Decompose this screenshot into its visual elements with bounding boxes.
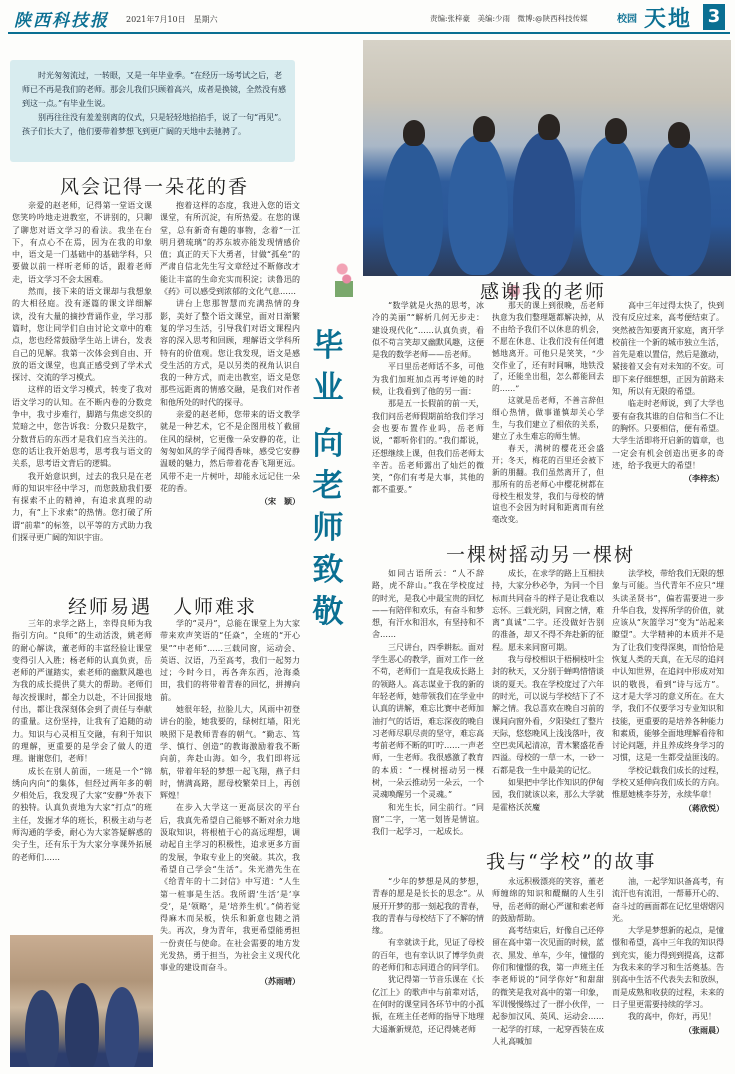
paragraph: 这就是岳老师，不善言辞但细心热情，做事谨慎却关心学生，与我们建立了相依的关系，建立了永生难忘的师生情。 — [492, 396, 604, 441]
article-column — [492, 876, 604, 1068]
paragraph: 亲爱的赵老师，记得第一堂语文课您笑吟吟地走进教室，不讲别的，只聊了聊您对语文学习的看法。我坐在台下，有点心不在焉，因为在我的印象中，语文是一门基础中的基础学科，只要做以前一样听老师的话，跟着老师走，语文学习不会太困难。 — [12, 201, 152, 284]
paragraph: 大学是梦想新的起点，是憧憬和希望，高中三年我的知识得到充实，能力得到到提高，这都为我未来的学习和生活奠基。告别高中生活不代表失去和放纵，而是成熟和收获的过程，未来的日子里更需要持续的学习。 — [612, 926, 724, 1009]
paragraph: 有幸就读于此，见证了母校的百年，也有幸认识了博学负责的老师们和志同道合的同学们。 — [372, 938, 484, 973]
signature: （张雨晨） — [684, 1024, 724, 1035]
article-column — [492, 300, 604, 530]
paragraph: 这样的语文学习模式，转变了我对语文学习的认知。在不断内卷的分数竞争中，我寸步难行，脚踏与焦虑交织的荒暗之中，您告诉我：分数只是数字，分数背后的东西才是我们应当关注的。您的话让我开始思考，思考我与语文的关系，思考语文背后的逻辑。 — [12, 385, 152, 469]
paragraph: 亲爱的赵老师，您带来的语文教学就是一种艺术，它不是企图用枝丫截留住风的绿树，它更像一朵安静的花，让匆匆如风的学子闻得香味，感受它安静温暖的魅力，然后带着花香飞翔更远。风带不走一片树叶，却能永远记住一朵花的香。 — [160, 410, 300, 493]
paragraph: 成长在别人前面，一班是一个“锦绣向内向”的集体，但经过两年多的朝夕相处后，我发现了大家“安静”外表下的独特。认真负责地为大家“打点”的班主任，发掘才华的班长，积极主动与老师沟通的学委，耐心为大家答疑解惑的尖子生，还有乐于为大家分享课外拓展的老师们…… — [12, 766, 152, 862]
paragraph: 法学校，带给我们无限的想象与可能。当代青年不应只“埋头读圣贤书”，偏若需要进一步升华自我，发挥所学的价值，就应该从“灰篮学习”变为“站起来瞭望”。大学精神的本质并不是为了让我们变得深奥，而恰恰是恢复人类的天真，在无尽的追问中认知世界，在追问中形成对知识的敬畏，看到“诗与远方”。这才是大学习的意义所在。在大学，我们不仅要学习专业知识和技能，更重要的是培养各种能力和素质，能够全面地理解看待和讨论问题，并且养成终身学习的习惯，这是一生都受益匪浅的。 — [612, 569, 724, 763]
section-label-big: 天地 — [644, 6, 693, 32]
signature: （蒋欣悦） — [684, 802, 724, 813]
issue-date: 2021年7月10日 星期六 — [126, 15, 218, 24]
article-column — [612, 300, 724, 530]
paragraph: 三尺讲台，四季耕耘。面对学生恶心的教学，面对工作一丝不苟，老师们一直是我成长路上的领路人。高志谋业于我的新的年轻老师，她带领我们在学业中认真的讲解，难忘比赛中老师加油打气的话语，难忘深夜的晚自习老师尽职尽责的坚守，难忘高考前老师不断的叮咛……一声老师，一生老师。我很感激了教育的本质：“一棵树摇动另一棵树，一朵云推动另一朵云，一个灵魂唤醒另一个灵魂。” — [372, 642, 484, 800]
section-label-small: 校园 — [617, 14, 637, 25]
flower-illustration — [335, 257, 353, 297]
article-column — [612, 876, 724, 1068]
paragraph: 学的“灵丹”，总能在课堂上为大家带来欢声笑语的“任焱”，全班的“开心果”“中老师”……三载同窗，运动会、英语、汉语，乃至高考，我们一起努力过；今时今日，再各奔东西，沧海桑田，我们的将带着青春的回忆，拼搏向前。 — [160, 619, 300, 702]
article-title: 感谢我的老师 — [480, 281, 607, 303]
paragraph: 如果把中学比作知识的伊甸园，我们就该以来，那么大学就是霍格沃茨魔 — [492, 778, 604, 812]
paragraph: “少年的梦想是风的梦想，青春的愿是是长长的思念”。从展开开梦的那一刻起我的青春，我的青春与母校结下了不解的情缘。 — [372, 877, 484, 936]
article-column — [492, 568, 604, 838]
vertical-title-char: 业 — [312, 370, 344, 406]
paragraph: 临走时老师说，到了大学也要有奋我其谁的自信和当仁不让的胸怀。只要相信，便有希望。大学生活即将开启新的篇章，也一定会有机会创造出更多的奇迹，给予我更大的希望！ — [612, 399, 724, 470]
paragraph: 三年的求学之路上，幸得良师为我指引方向。“良师”的生动活泼，姚老师的耐心解读，董老师的丰富经验让课堂变得引人入胜；杨老师的认真负责，岳老师的严谨踏实，索老师的幽默风趣也为我的成长提供了莫大的帮助。老师们每次授课时，都全力以赴，不计回报地付出，都让我深刻体会到了责任与奉献的重量。这份坚持，让我有了追随的动力。知识与心灵相互交融，有利于知识的理解，更重要的是学会了做人的道理。谢谢您们，老师！ — [12, 619, 152, 764]
paragraph: 讲台上您那智慧而充满热情的身影，美好了整个语文课堂，面对日渐繁复的学习生活，引导我们对语文课程内容的深入思考和回顾，理解语文学科所特有的价值观。您让我发现，语文是感受生活的方式，是以另类的视角认识自我的一种方式，而走出教室，语文是您那些远距离的情感交融，是我们对作者和他所处的时代的探寻。 — [160, 299, 300, 407]
paragraph: 我开始意识到，过去的我只是在老师的知识牢径中学习，而您鼓励我们要有探索不止的精神，有追求真理的动力，有“上下求索”的热情。您打破了所谓“前辈”的标签，以平等的方式助力我们探寻更广阔的知识宇宙。 — [12, 471, 152, 543]
paragraph: 永远积极漂亮的笑容，董老师缠绵的知识和醍醐的人生引导，岳老师的耐心严谨和索老师的鼓励帮助。 — [492, 877, 604, 923]
paragraph: 犹记得第一节音乐课在《长亿江上》的歌声中与前辈对话，在何时的课堂同各环节中的小孤振，在班主任老师的指导下地理大遥漸新规范，还记得姚老师 — [372, 975, 484, 1034]
class-group-photo — [363, 40, 731, 276]
paragraph: “数学就是火热的思考，冰冷的美丽”“解析几何无步走：建设现代化”……认真负责，看似不苟言笑却又幽默风趣，这便是我的数学老师——岳老师。 — [372, 301, 484, 360]
paragraph: 学校记载我们成长的过程，学校又延伸向我们成长的方向。惟愿她桃李芬芳，永续华章！ — [612, 765, 724, 800]
signature: （宋 颖） — [260, 496, 300, 507]
article-title: 我与“学校”的故事 — [486, 851, 657, 873]
page-number-badge: 3 — [703, 4, 725, 30]
article-title: 一棵树摇动另一棵树 — [446, 544, 636, 566]
paragraph: 春天，满树的樱花还会盛开；冬天，梅花的百里还会被下新的朋翻。我们虽然离开了，但那所有的岳老师心中樱花树都在母校生根发芽，我们与母校的情谊也不会因为时间和距离而有丝毫改变。 — [492, 443, 604, 525]
signature: （苏雨晴） — [260, 975, 300, 986]
vertical-title-char: 敬 — [312, 594, 344, 630]
paragraph: 抱着这样的态度，我进入您的语文课堂，有所沉淀，有所热爱。在您的课堂，总有新奇有趣的事物，念着“一江明月碧琉璃”的苏东坡亦能发现情感价值；真正的天下大勇者，甘做“孤垒”的严肃自信北先生写文章经过不断修改才能让丰富的生命充实而积淀；读鲁迅的《药》可以感受到浓郁的文化气息…… — [160, 201, 300, 297]
article-column — [160, 200, 300, 570]
intro-paragraph: 时光匆匆流过，一转眼，又是一年毕业季。“在经历一场考试之后，老师已不再是我们的老师。那会儿我们只顾着高兴，成者是换镜，全然没有感到这一点。”有毕业生说。 — [22, 71, 286, 108]
newspaper-title: 陕西科技报 — [14, 11, 109, 31]
paragraph: 如同古语所云：“人不辞路，虎不辞山。”我在学校度过的时光，是我心中最宝贵的回忆——有陪伴和欢乐，有奋斗和梦想，有汗水和泪水，有坚持和不舍…… — [372, 569, 484, 640]
paragraph: 成长，在求学的路上互相扶持，大家分秒必争，为同一个目标而共同奋斗的样子是让我难以忘怀。三载光阴，同窗之情，难离“真诚”二字。还没做好告别的准备，却又不得不奔赴新的征程。愿未来同窗可期。 — [492, 569, 604, 652]
paragraph: 我的高中，你好，再见！ — [628, 1012, 716, 1022]
vertical-title-char: 致 — [312, 552, 344, 588]
paragraph: 在步入大学这一更高层次的平台后，我真先希望自己能够不断对余力地汲取知识，将根植于心的高远理想，调动起自主学习的积极性，追求更多方面的发展，争取专业上的突破。其次，我希望自己学会“生活”。朱光潜先生在《给青年的十二封信》中写道：“人生第一桩事是生活。我所谓‘生活’是‘享受’，是‘领略’，是‘培养生机’。”倘若觉得麻木而呆板，快乐和新意也随之消失。再次，身为青年，我更希望能勇担一份责任与使命。在社会需要的地方发光发热，勇于担当，为社会主义现代化事业的建设而奋斗。 — [160, 803, 300, 973]
paragraph: 高中三年过得太快了，快到没有反应过来，高考便结束了。突然被告知要离开家庭，离开学校前往一个新的城市独立生活，首先是难以置信，然后是激动，紧接着又会有对未知的不安。可即下来仔细想想，正因为前路未知，所以有无限的希望。 — [612, 301, 724, 397]
paragraph: 那是五一长假前的前一天，我们问岳老师假期前给我们学习会也要布置作业吗，岳老师说，“都听你们的。”我们都说，还想继续上课，但我们岳老师太辛苦。岳老师露出了灿烂的微笑，“你们有考是大事，其他的都不重要。” — [372, 399, 484, 495]
article-column — [372, 876, 484, 1068]
paragraph: 那天的课上到很晚，岳老师执意为我们整理题都解决掉，从不由给予我们不以休息的机会，不愿在休息、让我们没有任何遗憾地离开。可他只是笑笑，“少交作业了，还有时间嘛，地铁没了，还能坐出租，怎么都能回去的……” — [492, 301, 604, 394]
article-title: 风会记得一朵花的香 — [60, 176, 250, 198]
paragraph: 和光生长，同尘前行。“同窗”二字，一笔一划皆是情谊。我们一起学习，一起成长。 — [372, 802, 484, 837]
paragraph: 她很年轻，拉脸儿大，风雨中初登讲台的脸，她我要的，绿树红墙，阳光映照下是教师青春的朝气。“勤志、笃学、慎行、创造”的教诲激励着我不断向前，奔赴山海。如今，我们即将远航，带着年轻的梦想一起飞翔，燕子归时，情满高路，愿母校繁荣日上，再创辉煌！ — [160, 705, 300, 801]
article-column — [12, 618, 152, 933]
vertical-title-char: 师 — [312, 510, 344, 546]
article-column — [160, 618, 300, 1068]
graduation-photo — [10, 935, 153, 1067]
signature: （李梓杰） — [684, 473, 724, 484]
header-rule — [8, 32, 730, 34]
vertical-title-char: 向 — [312, 426, 344, 462]
paragraph: 我与母校相识于梧桐枝叶尘封的秋天，又分别于蝉鸣惜惜谈谈的夏天。我在学校度过了六年的时光，可以说与学校结下了不解之情。我总喜欢在晚自习前的课间向窗外看，夕阳染红了整片天际，悠悠晚风上浅浅落叶，夜空巴卖风起清凉，青木繁盛花香四溢。母校的一草一木，一砂一石都是我一生中最美的记忆。 — [492, 655, 604, 775]
article-column — [612, 568, 724, 838]
vertical-title-char: 毕 — [312, 328, 344, 364]
intro-text — [22, 69, 287, 139]
paragraph: 然而，接下来的语文课却与我想象的大相径庭。没有逐篇的课文详细解读，没有大量的摘抄背诵作业，学习那篇时，您让同学们自由讨论文章中的难点，您也经常鼓励学生站上讲台，发表自己的见解。我第一次体会到自由、开放的语文课堂，也真正感受到了学术式探讨、交流的学习模式。 — [12, 287, 152, 383]
article-column — [372, 568, 484, 838]
paragraph: 高考结束后，好像自己还停留在高中第一次见面的时候，蓝衣、黑发、单车，少年，憧憬的你们和憧憬的我，第一声班主任李老师说的“同学你好”和甜甜的微笑是我对高中的第一印象，军训慢慢练过了一群小伙伴，一起参加汉风、英风、运动会……一起学的打球，一起穿西装在成人礼高喊加 — [492, 926, 604, 1046]
article-column — [372, 300, 484, 530]
paragraph: 平日里岳老师话不多，可他为我们加班加点再考评她的时候，让我看到了他的另一面： — [372, 362, 484, 397]
editor-credits: 责编:张梓豪 美编:少雨 微博:@陕西科技传媒 — [430, 14, 588, 23]
paragraph: 油，一起学知识备高考，有流汗也有流泪，一帮幕开心的、奋斗过的画面都在记忆里熠熠闪光。 — [612, 877, 724, 923]
intro-paragraph: 别再往往没有羞羞别离的仪式，只是轻轻地掐掐手，说了一句“再见”。孩子们长大了，他们要带着梦想飞到更广阔的天地中去驰骋了。 — [22, 113, 287, 136]
article-title: 经师易遇 人师难求 — [68, 596, 258, 618]
vertical-title-char: 老 — [312, 468, 344, 504]
article-column — [12, 200, 152, 550]
